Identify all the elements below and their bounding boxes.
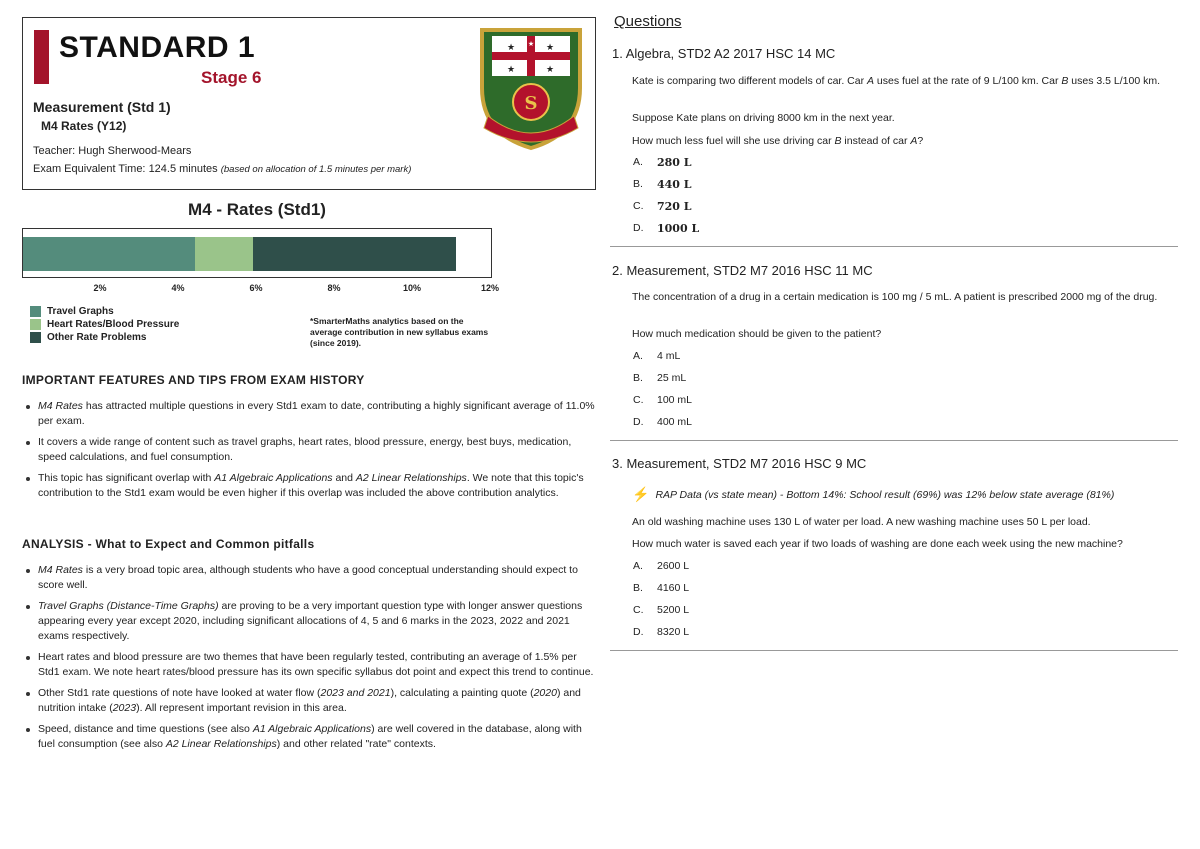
chart-note: *SmarterMaths analytics based on the average contribution in new syllabus exams (since 2019). <box>310 316 489 348</box>
legend-label: Other Rate Problems <box>47 332 147 343</box>
legend-swatch <box>30 332 41 343</box>
question-1-text-2: Suppose Kate plans on driving 8000 km in the next year. <box>632 112 895 124</box>
svg-text:★: ★ <box>527 41 535 48</box>
question-3-text-2: How much water is saved each year if two loads of washing are done each week using the new machine? <box>632 538 1123 550</box>
bar-segment-travel-graphs <box>23 237 195 271</box>
question-1-option-b[interactable]: B. 440 L <box>633 178 692 191</box>
analysis-heading: ANALYSIS - What to Expect and Common pitfalls <box>22 537 315 551</box>
x-tick-label: 6% <box>249 283 263 293</box>
exam-time-label: Exam Equivalent Time: <box>33 163 146 175</box>
exam-time-value: 124.5 minutes <box>148 163 218 175</box>
teacher-line <box>33 145 191 157</box>
list-item: Other Std1 rate questions of note have looked at water flow (2023 and 2021), calculating a painting quote (2020) and nutrition intake (2023). All represent important revision in this area. <box>38 686 598 716</box>
course-title: STANDARD 1 <box>59 31 256 64</box>
legend-item-heart-rates <box>30 319 179 330</box>
question-2-option-a[interactable]: A. 4 mL <box>633 350 681 362</box>
x-tick-label: 10% <box>402 283 422 293</box>
question-1-option-c[interactable]: C. 720 L <box>633 200 692 213</box>
question-2-option-b[interactable]: B. 25 mL <box>633 372 687 384</box>
svg-text:★: ★ <box>506 64 516 74</box>
analysis-list <box>38 563 598 758</box>
accent-bar <box>34 30 49 84</box>
divider <box>610 650 1178 651</box>
question-1-option-d[interactable]: D. 1000 L <box>633 222 700 235</box>
question-1-option-a[interactable]: A. 280 L <box>633 156 692 169</box>
list-item: This topic has significant overlap with A1 Algebraic Applications and A2 Linear Relationships. We note that this topic's contribution to the Std1 exam would be even higher if this overlap was included the above contribution analytics. <box>38 471 598 501</box>
divider <box>610 440 1178 441</box>
tips-list <box>38 399 598 507</box>
list-item: It covers a wide range of content such as travel graphs, heart rates, blood pressure, energy, best buys, medication, speed calculations, and fuel consumption. <box>38 435 598 465</box>
question-2-text-2: How much medication should be given to the patient? <box>632 328 882 340</box>
legend-swatch <box>30 319 41 330</box>
question-3-option-a[interactable]: A. 2600 L <box>633 560 690 572</box>
bar-segment-other-rate-problems <box>253 237 456 271</box>
chart-title: M4 - Rates (Std1) <box>188 200 326 219</box>
exam-time-line <box>33 163 411 175</box>
rap-data-line: ⚡ RAP Data (vs state mean) - Bottom 14%: School result (69%) was 12% below state average (81%) <box>632 486 1115 502</box>
list-item: Heart rates and blood pressure are two themes that have been regularly tested, contributing an average of 1.5% per Std1 exam. We note heart rates/blood pressure has its own specific syllabus dot point and expect this trend to continue. <box>38 650 598 680</box>
teacher-label: Teacher: <box>33 145 76 157</box>
question-3-title[interactable]: 3. Measurement, STD2 M7 2016 HSC 9 MC <box>612 456 867 471</box>
question-2-option-d[interactable]: D. 400 mL <box>633 416 693 428</box>
subtopic-title: M4 Rates (Y12) <box>41 119 127 133</box>
question-2-title[interactable]: 2. Measurement, STD2 M7 2016 HSC 11 MC <box>612 263 873 278</box>
legend-swatch <box>30 306 41 317</box>
svg-text:S: S <box>524 93 538 114</box>
question-3-option-d[interactable]: D. 8320 L <box>633 626 690 638</box>
x-tick-label: 2% <box>93 283 107 293</box>
list-item: M4 Rates has attracted multiple questions in every Std1 exam to date, contributing a highly significant average of 11.0% per exam. <box>38 399 598 429</box>
chart-plot-area <box>22 228 492 278</box>
list-item: M4 Rates is a very broad topic area, although students who have a good conceptual understanding should expect to score well. <box>38 563 598 593</box>
school-crest-logo <box>478 26 584 152</box>
exam-time-note: (based on allocation of 1.5 minutes per mark) <box>220 164 412 175</box>
legend-label: Travel Graphs <box>47 306 114 317</box>
question-1-text-1: Kate is comparing two different models of car. Car A uses fuel at the rate of 9 L/100 km. Car B uses 3.5 L/100 km. <box>632 75 1161 87</box>
bar-segment-heart-rates-blood-pressure <box>195 237 254 271</box>
x-tick-label: 8% <box>327 283 341 293</box>
legend-item-other-rate <box>30 332 146 343</box>
question-1-text-3: How much less fuel will she use driving car B instead of car A? <box>632 135 924 147</box>
svg-text:★: ★ <box>545 64 555 74</box>
question-2-option-c[interactable]: C. 100 mL <box>633 394 693 406</box>
stage-label: Stage 6 <box>201 68 262 87</box>
legend-label: Heart Rates/Blood Pressure <box>47 319 180 330</box>
x-tick-label: 4% <box>171 283 185 293</box>
divider <box>610 246 1178 247</box>
topic-title: Measurement (Std 1) <box>33 99 171 115</box>
teacher-name: Hugh Sherwood-Mears <box>78 145 192 157</box>
svg-text:★: ★ <box>545 42 555 52</box>
question-1-title[interactable]: 1. Algebra, STD2 A2 2017 HSC 14 MC <box>612 46 836 61</box>
list-item: Travel Graphs (Distance-Time Graphs) are proving to be a very important question type with longer answer questions appearing every year except 2020, including significant allocations of 4, 5 and 6 marks in the 2023, 2022 and 2021 exams respectively. <box>38 599 598 644</box>
legend-item-travel-graphs <box>30 306 114 317</box>
questions-heading: Questions <box>614 13 682 30</box>
question-3-text-1: An old washing machine uses 130 L of water per load. A new washing machine uses 50 L per load. <box>632 516 1091 528</box>
x-tick-label: 12% <box>480 283 500 293</box>
question-3-option-b[interactable]: B. 4160 L <box>633 582 690 594</box>
list-item: Speed, distance and time questions (see also A1 Algebraic Applications) are well covered in the database, along with fuel consumption (see also A2 Linear Relationships) and other related "rate" contexts. <box>38 722 598 752</box>
question-2-text-1: The concentration of a drug in a certain medication is 100 mg / 5 mL. A patient is prescribed 2000 mg of the drug. <box>632 291 1158 303</box>
question-3-option-c[interactable]: C. 5200 L <box>633 604 690 616</box>
svg-text:★: ★ <box>506 42 516 52</box>
tips-heading: IMPORTANT FEATURES AND TIPS FROM EXAM HISTORY <box>22 373 365 387</box>
lightning-icon: ⚡ <box>632 486 650 502</box>
